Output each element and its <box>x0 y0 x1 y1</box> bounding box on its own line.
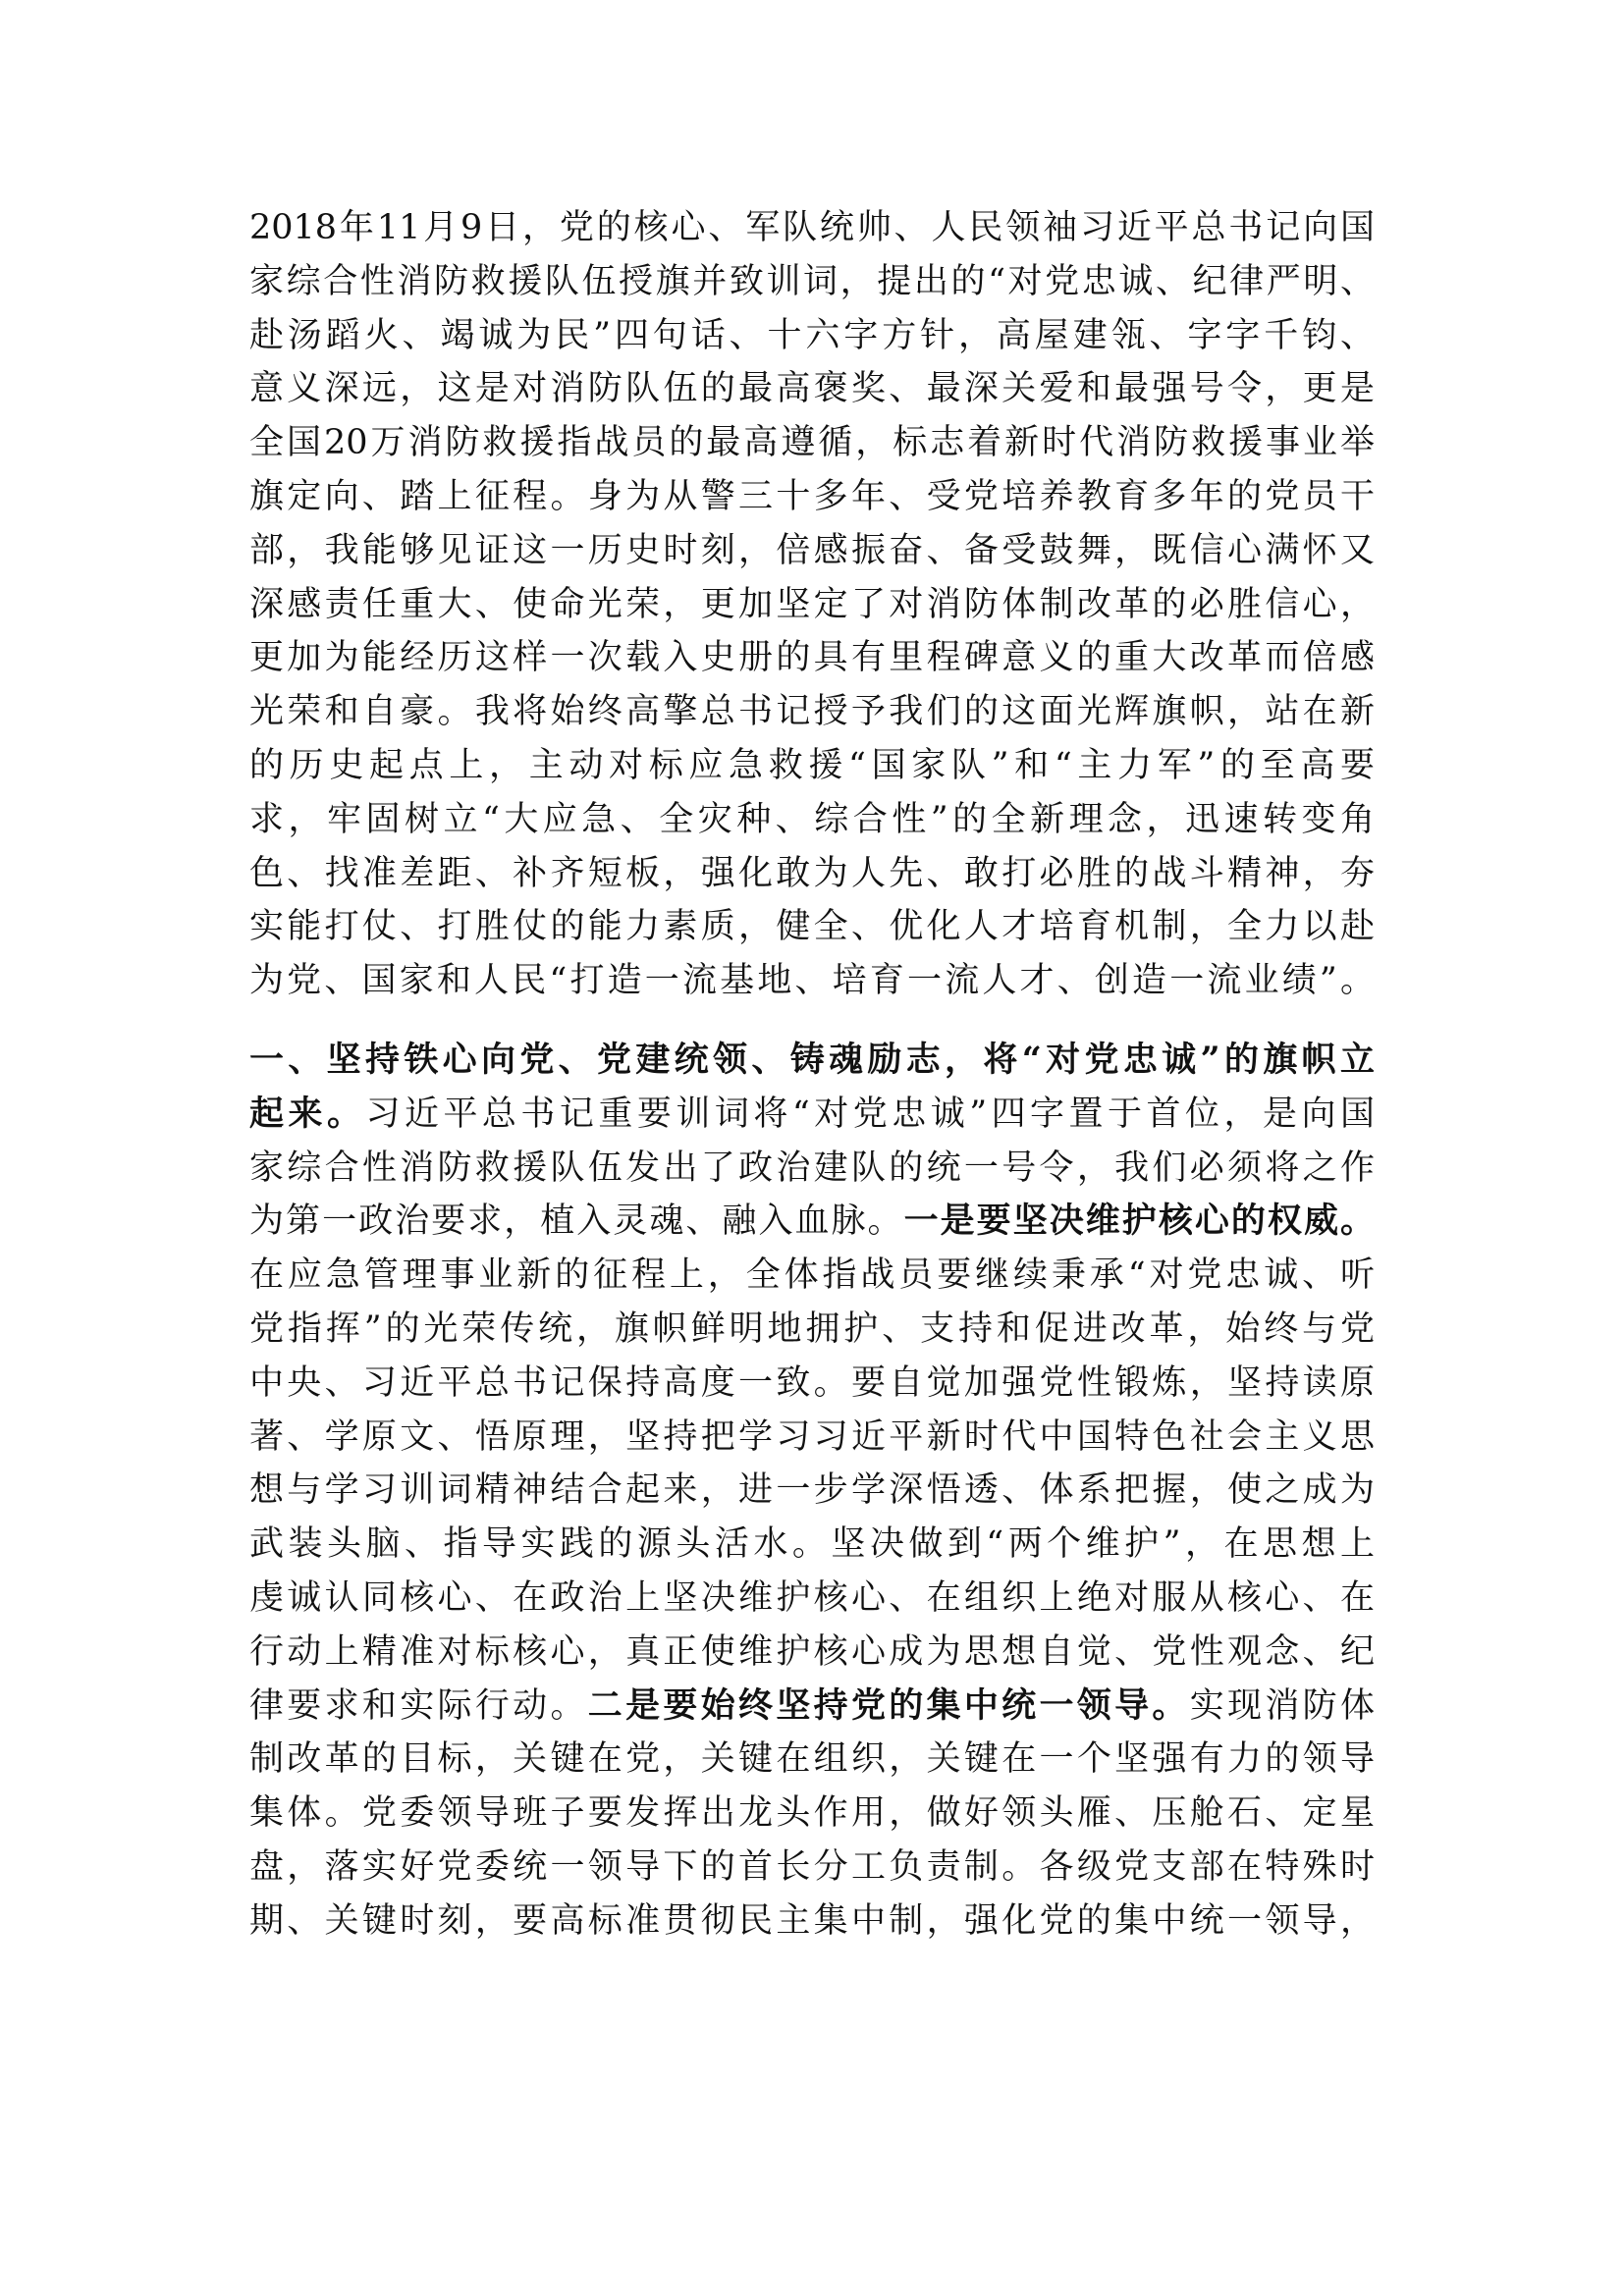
text-line: 更加为能经历这样一次载入史册的具有里程碑意义的重大改革而倍感 <box>249 638 1375 678</box>
text-line <box>249 1680 1375 1734</box>
section-heading-text: 一、坚持铁心向党、党建统领、铸魂励志，将“对党忠诚”的旗帜立 <box>249 1039 1375 1080</box>
text-line: 家综合性消防救援队伍发出了政治建队的统一号令，我们必须将之作 <box>249 1148 1375 1188</box>
text-line: 实能打仗、打胜仗的能力素质，健全、优化人才培育机制，全力以赴 <box>249 907 1375 947</box>
text-line: 想与学习训词精神结合起来，进一步学深悟透、体系把握，使之成为 <box>249 1470 1375 1511</box>
text-line <box>249 1034 1375 1088</box>
body-text-span: 习近平总书记重要训词将“对党忠诚”四字置于首位，是向国 <box>365 1094 1375 1134</box>
text-line: 著、学原文、悟原理，坚持把学习习近平新时代中国特色社会主义思 <box>249 1416 1375 1457</box>
text-line: 党指挥”的光荣传统，旗帜鲜明地拥护、支持和促进改革，始终与党 <box>249 1308 1375 1349</box>
text-line: 武装头脑、指导实践的源头活水。坚决做到“两个维护”，在思想上 <box>249 1524 1375 1565</box>
text-line: 赴汤蹈火、竭诚为民”四句话、十六字方针，高屋建瓴、字字千钧、 <box>249 315 1375 355</box>
text-line: 中央、习近平总书记保持高度一致。要自觉加强党性锻炼，坚持读原 <box>249 1362 1375 1403</box>
text-line: 2018年11月9日，党的核心、军队统帅、人民领袖习近平总书记向国 <box>249 208 1375 247</box>
text-line: 在应急管理事业新的征程上，全体指战员要继续秉承“对党忠诚、听 <box>249 1255 1375 1296</box>
text-line: 为党、国家和人民“打造一流基地、培育一流人才、创造一流业绩”。 <box>249 961 1375 1001</box>
subpoint-heading-text: 一是要坚决维护核心的权威。 <box>903 1201 1375 1242</box>
paragraph-gap <box>249 1008 1375 1034</box>
text-line: 深感责任重大、使命光荣，更加坚定了对消防体制改革的必胜信心， <box>249 584 1375 624</box>
text-line: 制改革的目标，关键在党，关键在组织，关键在一个坚强有力的领导 <box>249 1739 1375 1780</box>
text-line: 求，牢固树立“大应急、全灾种、综合性”的全新理念，迅速转变角 <box>249 799 1375 839</box>
text-line: 意义深远，这是对消防队伍的最高褒奖、最深关爱和最强号令，更是 <box>249 369 1375 409</box>
body-text-span: 实现消防体 <box>1189 1685 1375 1726</box>
text-line: 行动上精准对标核心，真正使维护核心成为思想自觉、党性观念、纪 <box>249 1631 1375 1672</box>
text-line: 的历史起点上，主动对标应急救援“国家队”和“主力军”的至高要 <box>249 745 1375 785</box>
document-body <box>249 201 1375 1949</box>
subpoint-heading-text: 二是要始终坚持党的集中统一领导。 <box>587 1684 1190 1726</box>
text-line: 家综合性消防救援队伍授旗并致训词，提出的“对党忠诚、纪律严明、 <box>249 261 1375 301</box>
intro-paragraph <box>249 201 1375 1008</box>
body-text-span: 为第一政治要求，植入灵魂、融入血脉。 <box>249 1201 904 1242</box>
text-line: 期、关键时刻，要高标准贯彻民主集中制，强化党的集中统一领导， <box>249 1900 1375 1941</box>
text-line: 集体。党委领导班子要发挥出龙头作用，做好领头雁、压舱石、定星 <box>249 1793 1375 1834</box>
text-line: 色、找准差距、补齐短板，强化敢为人先、敢打必胜的战斗精神，夯 <box>249 853 1375 893</box>
text-line: 盘，落实好党委统一领导下的首长分工负责制。各级党支部在特殊时 <box>249 1846 1375 1887</box>
text-line: 旗定向、踏上征程。身为从警三十多年、受党培养教育多年的党员干 <box>249 476 1375 516</box>
text-line: 全国20万消防救援指战员的最高遵循，标志着新时代消防救援事业举 <box>249 423 1375 463</box>
text-line: 光荣和自豪。我将始终高擎总书记授予我们的这面光辉旗帜，站在新 <box>249 692 1375 732</box>
text-line: 虔诚认同核心、在政治上坚决维护核心、在组织上绝对服从核心、在 <box>249 1577 1375 1618</box>
text-line <box>249 1088 1375 1142</box>
body-text-span: 律要求和实际行动。 <box>249 1685 588 1726</box>
section-one-paragraph <box>249 1034 1375 1949</box>
section-heading-text: 起来。 <box>249 1093 366 1134</box>
text-line: 部，我能够见证这一历史时刻，倍感振奋、备受鼓舞，既信心满怀又 <box>249 530 1375 570</box>
text-line <box>249 1195 1375 1249</box>
